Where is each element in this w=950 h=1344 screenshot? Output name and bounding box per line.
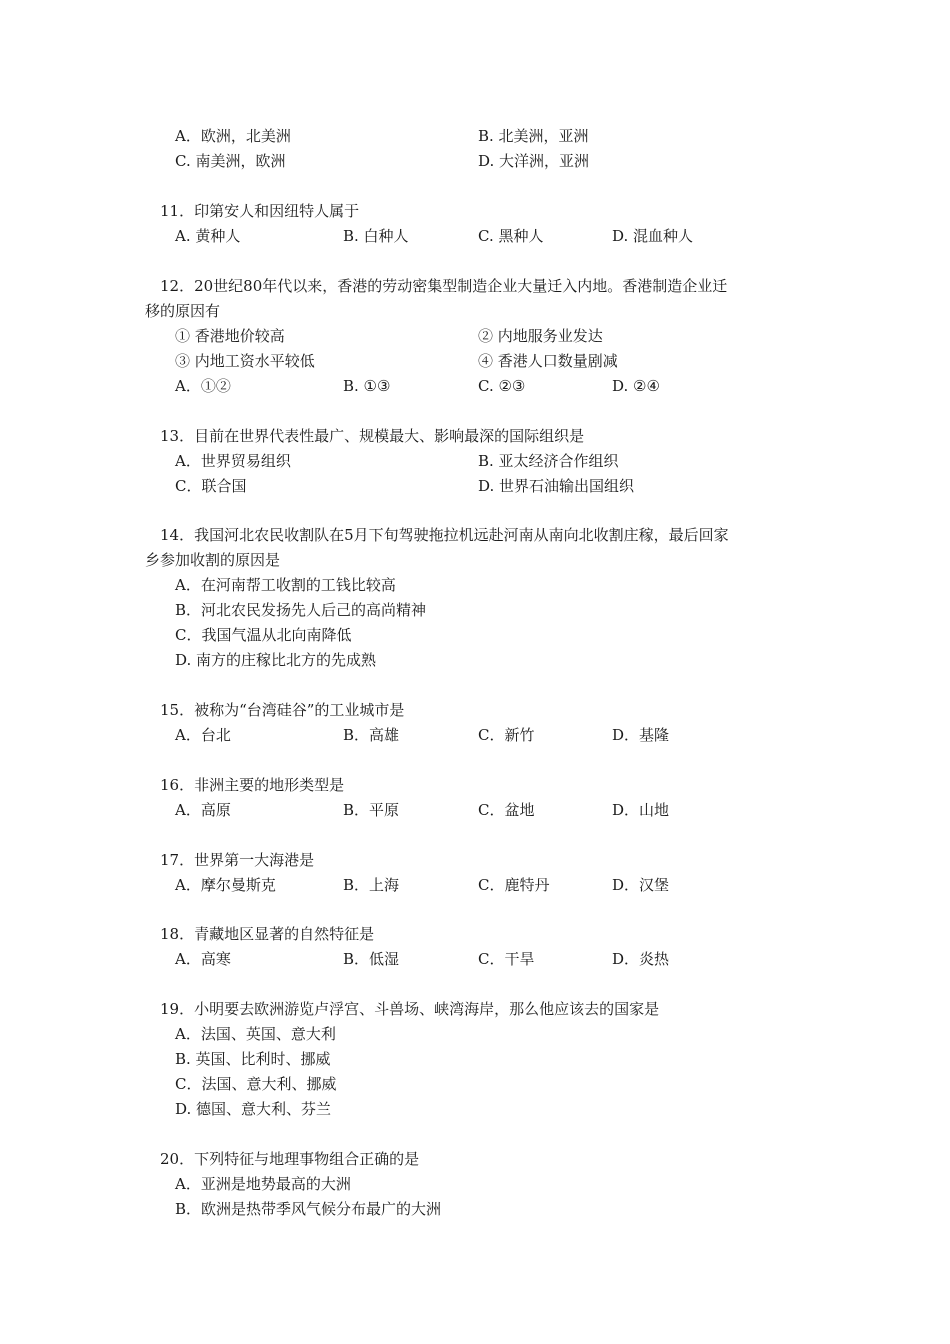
q18-stem: 18．青藏地区显著的自然特征是	[160, 925, 375, 943]
q20-option-a: A．亚洲是地势最高的大洲	[175, 1175, 351, 1193]
q16-option-d: D．山地	[612, 801, 670, 819]
q10-option-d: D. 大洋洲，亚洲	[478, 152, 590, 170]
q12-option-d: D. ②④	[612, 377, 660, 395]
q19-stem: 19．小明要去欧洲游览卢浮宫、斗兽场、峡湾海岸，那么他应该去的国家是	[160, 1000, 660, 1018]
q15-option-b: B．高雄	[343, 726, 400, 744]
q20-option-b: B．欧洲是热带季风气候分布最广的大洲	[175, 1200, 442, 1218]
q20-stem: 20．下列特征与地理事物组合正确的是	[160, 1150, 420, 1168]
q19-option-d: D. 德国、意大利、芬兰	[175, 1100, 332, 1118]
q10-option-a: A．欧洲，北美洲	[175, 127, 291, 145]
q12-option-b: B. ①③	[343, 377, 391, 395]
q12-option-a: A．①②	[175, 377, 231, 395]
q12-stem-line1: 12．20世纪80年代以来，香港的劳动密集型制造企业大量迁入内地。香港制造企业迁	[160, 277, 728, 295]
q19-option-c: C．法国、意大利、挪威	[175, 1075, 337, 1093]
q12-statement-3: ③ 内地工资水平较低	[175, 352, 315, 370]
q17-stem: 17．世界第一大海港是	[160, 851, 315, 869]
q11-option-b: B. 白种人	[343, 227, 409, 245]
q11-option-a: A. 黄种人	[175, 227, 241, 245]
q14-option-d: D. 南方的庄稼比北方的先成熟	[175, 651, 377, 669]
q15-option-c: C．新竹	[478, 726, 535, 744]
q11-option-c: C. 黑种人	[478, 227, 544, 245]
q13-option-a: A．世界贸易组织	[175, 452, 291, 470]
q11-option-d: D. 混血种人	[612, 227, 694, 245]
q12-stem-line2: 移的原因有	[145, 302, 221, 320]
q13-option-b: B. 亚太经济合作组织	[478, 452, 619, 470]
q15-option-d: D．基隆	[612, 726, 670, 744]
q10-option-b: B. 北美洲，亚洲	[478, 127, 589, 145]
q17-option-c: C．鹿特丹	[478, 876, 550, 894]
q12-statement-4: ④ 香港人口数量剧减	[478, 352, 618, 370]
q18-option-c: C．干旱	[478, 950, 535, 968]
q18-option-d: D．炎热	[612, 950, 670, 968]
q11-stem: 11．印第安人和因纽特人属于	[160, 202, 360, 220]
q13-option-c: C．联合国	[175, 477, 247, 495]
q13-option-d: D. 世界石油输出国组织	[478, 477, 635, 495]
q18-option-a: A．高寒	[175, 950, 231, 968]
q14-stem-line1: 14．我国河北农民收割队在5月下旬驾驶拖拉机远赴河南从南向北收割庄稼，最后回家	[160, 526, 729, 544]
q13-stem: 13．目前在世界代表性最广、规模最大、影响最深的国际组织是	[160, 427, 585, 445]
q12-statement-2: ② 内地服务业发达	[478, 327, 603, 345]
q15-option-a: A．台北	[175, 726, 231, 744]
q16-option-c: C．盆地	[478, 801, 535, 819]
q14-option-a: A．在河南帮工收割的工钱比较高	[175, 576, 396, 594]
q12-statement-1: ① 香港地价较高	[175, 327, 285, 345]
q17-option-b: B．上海	[343, 876, 400, 894]
q19-option-b: B. 英国、比利时、挪威	[175, 1050, 331, 1068]
q16-option-a: A．高原	[175, 801, 231, 819]
q16-option-b: B．平原	[343, 801, 400, 819]
q14-stem-line2: 乡参加收割的原因是	[145, 551, 281, 569]
q14-option-b: B．河北农民发扬先人后己的高尚精神	[175, 601, 427, 619]
q18-option-b: B．低湿	[343, 950, 400, 968]
q16-stem: 16．非洲主要的地形类型是	[160, 776, 345, 794]
q12-option-c: C. ②③	[478, 377, 526, 395]
q15-stem: 15．被称为“台湾硅谷”的工业城市是	[160, 701, 405, 719]
q17-option-a: A．摩尔曼斯克	[175, 876, 276, 894]
q10-option-c: C. 南美洲，欧洲	[175, 152, 286, 170]
q14-option-c: C．我国气温从北向南降低	[175, 626, 352, 644]
q19-option-a: A．法国、英国、意大利	[175, 1025, 336, 1043]
q17-option-d: D．汉堡	[612, 876, 670, 894]
